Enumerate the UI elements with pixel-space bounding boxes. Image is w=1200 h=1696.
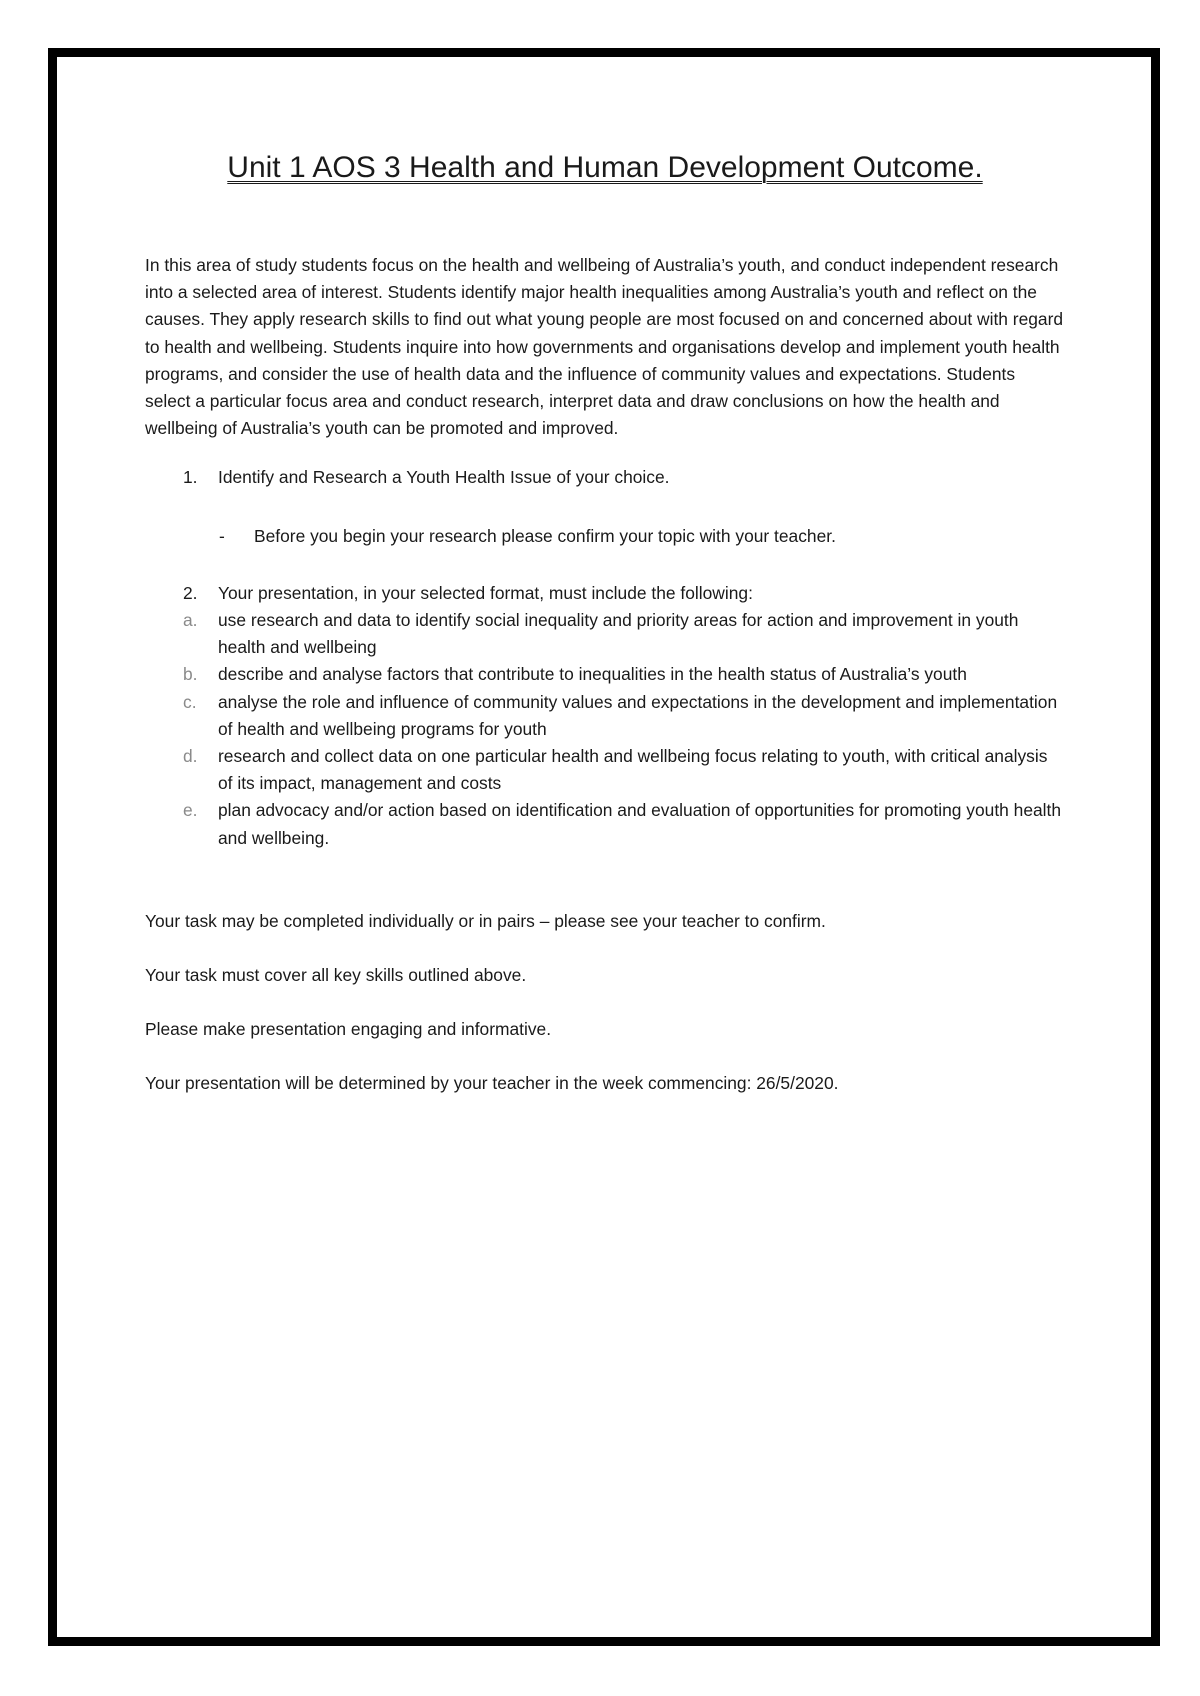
- closing-paragraph: Your task must cover all key skills outlined above.: [145, 965, 527, 986]
- document-title: Unit 1 AOS 3 Health and Human Development Outcome.: [227, 151, 983, 184]
- item-letter: a.: [183, 610, 198, 631]
- item-text: plan advocacy and/or action based on identification and evaluation of opportunities for promoting youth health and wellbeing.: [218, 800, 1062, 848]
- step-number: 1.: [183, 467, 198, 488]
- requirements-list: [145, 607, 1065, 852]
- item-text: research and collect data on one particular health and wellbeing focus relating to youth, with critical analysis of its impact, management and costs: [218, 746, 1048, 794]
- closing-paragraph: Your task may be completed individually or in pairs – please see your teacher to confirm.: [145, 910, 826, 931]
- dash-bullet: -: [219, 525, 225, 546]
- task-steps-list: [145, 464, 1065, 491]
- step-identify-issue: [145, 464, 1065, 491]
- list-item: [145, 689, 1065, 743]
- item-letter: b.: [183, 664, 198, 685]
- item-text: describe and analyse factors that contribute to inequalities in the health status of Australia’s youth: [218, 664, 967, 685]
- list-item: [145, 661, 1065, 688]
- step-text: Identify and Research a Youth Health Issue of your choice.: [218, 467, 670, 488]
- item-letter: c.: [183, 691, 197, 712]
- step-text: Your presentation, in your selected format, must include the following:: [218, 582, 753, 603]
- item-text: use research and data to identify social inequality and priority areas for action and improvement in youth health and wellbeing: [218, 610, 1019, 658]
- list-item: [145, 797, 1065, 851]
- closing-paragraph: Please make presentation engaging and informative.: [145, 1019, 552, 1040]
- list-item: [145, 743, 1065, 797]
- intro-paragraph: In this area of study students focus on the health and wellbeing of Australia’s youth, and conduct independent research into a selected area of interest. Students identify major health inequalities among Australia’s youth and reflect on the causes. They apply research skills to find out what young people are most focused on and concerned about with regard to health and wellbeing. Students inquire into how governments and organisations develop and implement youth health programs, and consider the use of health data and the influence of community values and expectations. Students select a particular focus area and conduct research, interpret data and draw conclusions on how the health and wellbeing of Australia’s youth can be promoted and improved.: [145, 255, 1064, 439]
- step-number: 2.: [183, 582, 198, 603]
- note-text: Before you begin your research please confirm your topic with your teacher.: [254, 525, 836, 546]
- item-letter: d.: [183, 746, 198, 767]
- item-letter: e.: [183, 800, 198, 821]
- confirm-topic-note: [145, 523, 1065, 550]
- step-presentation-requirements: [145, 580, 1065, 607]
- closing-paragraph: Your presentation will be determined by your teacher in the week commencing: 26/5/2020.: [145, 1073, 839, 1094]
- item-text: analyse the role and influence of community values and expectations in the development and implementation of health and wellbeing programs for youth: [218, 691, 1058, 739]
- document-body: [145, 140, 1065, 1098]
- list-item: [145, 607, 1065, 661]
- task-steps-list-continued: [145, 580, 1065, 607]
